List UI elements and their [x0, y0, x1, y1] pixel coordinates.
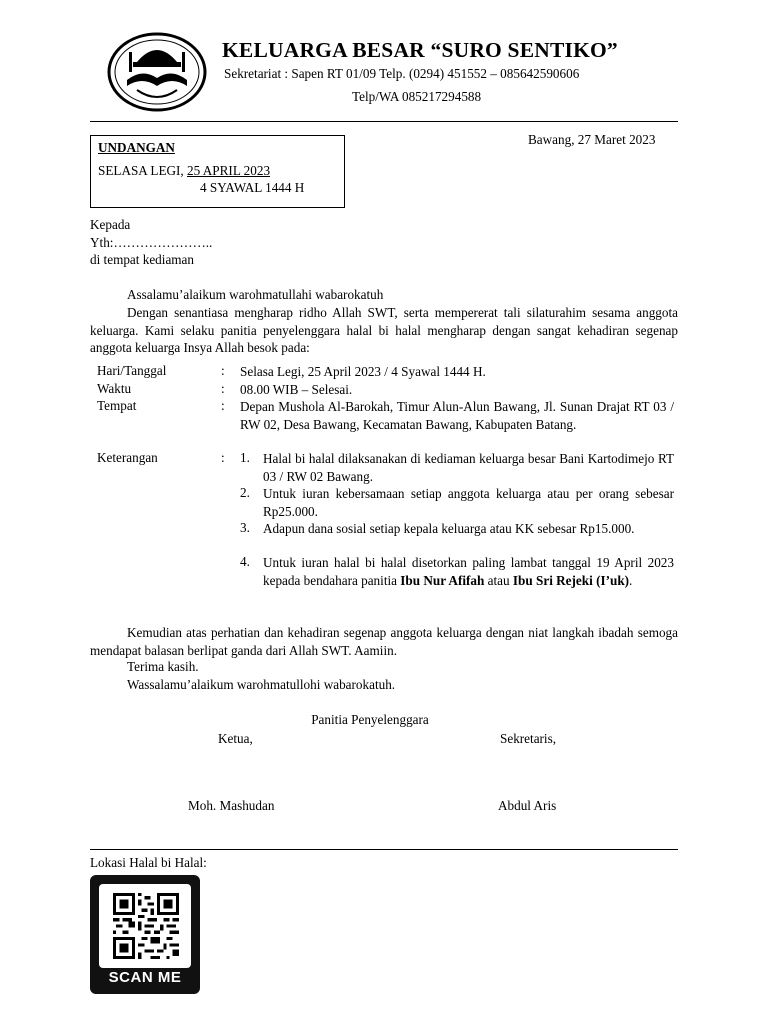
secretary-name: Abdul Aris [498, 798, 557, 813]
time-label: Waktu [97, 381, 132, 396]
header-divider [90, 121, 678, 122]
note-item: Halal bi halal dilaksanakan di kediaman keluarga besar Bani Kartodimejo RT 03 / RW 02 Bawang. [263, 451, 674, 484]
committee-label: Panitia Penyelenggara [311, 712, 429, 727]
organization-logo [107, 32, 207, 112]
note-number: 3. [240, 520, 250, 535]
qr-code-icon [113, 893, 179, 959]
farewell: Wassalamu’alaikum warohmatullohi wabarokatuh. [127, 677, 396, 692]
note-number: 2. [240, 485, 250, 500]
day-label: Hari/Tanggal [97, 363, 167, 378]
note-text: . [629, 572, 633, 588]
qr-code-area [99, 884, 191, 968]
scan-me-caption: SCAN ME [108, 969, 182, 986]
note-number: 1. [240, 450, 250, 465]
note-text: atau [484, 572, 513, 588]
note-item: Adapun dana sosial setiap kepala keluarga atau KK sebesar Rp15.000. [263, 521, 635, 536]
secretariat-address: Sekretariat : Sapen RT 01/09 Telp. (0294) 451552 – 085642590606 [224, 66, 580, 81]
invitation-title: UNDANGAN [98, 140, 175, 155]
contact-phone: Telp/WA 085217294588 [352, 89, 482, 104]
note-item [263, 554, 674, 589]
secretary-title: Sekretaris, [500, 731, 557, 746]
time-value: 08.00 WIB – Selesai. [240, 382, 353, 397]
place-colon: : [221, 398, 225, 413]
day-value: Selasa Legi, 25 April 2023 / 4 Syawal 1444 H. [240, 364, 486, 379]
note-number: 4. [240, 554, 250, 569]
time-colon: : [221, 381, 225, 396]
place-label: Tempat [97, 398, 137, 413]
recipient-place: di tempat kediaman [90, 252, 194, 267]
recipient-yth: Yth:………………….. [90, 235, 213, 250]
treasurer-name-2: Ibu Sri Rejeki (I’uk) [512, 572, 630, 588]
day-colon: : [221, 363, 225, 378]
closing-paragraph [90, 624, 678, 659]
notes-colon: : [221, 450, 225, 465]
note-text: Untuk iuran halal bi halal disetorkan paling lambat tanggal 19 April 2023 kepada bendahara panitia [263, 555, 674, 588]
invitation-day [98, 163, 270, 179]
closing-text: Kemudian atas perhatian dan kehadiran segenap anggota keluarga dengan niat langkah ibadah semoga mendapat balasan berlipat ganda dari Allah SWT. Aamiin. [90, 625, 678, 658]
invitation-day-prefix: SELASA LEGI, [98, 163, 188, 178]
footer-divider [90, 849, 678, 850]
treasurer-name-1: Ibu Nur Afifah [400, 572, 485, 588]
invitation-date: 25 APRIL 2023 [187, 163, 271, 178]
qr-code-card[interactable] [90, 875, 200, 994]
invitation-hijri-date: 4 SYAWAL 1444 H [200, 180, 305, 195]
notes-label: Keterangan [97, 450, 158, 465]
thanks: Terima kasih. [127, 659, 199, 674]
intro-text: Dengan senantiasa mengharap ridho Allah SWT, serta mempererat tali silaturahim sesama anggota keluarga. Kami selaku panitia penyelenggara halal bi halal mengharap dengan sangat kehadiran segenap anggota keluarga Insya Allah besok pada: [90, 305, 678, 355]
organization-title: KELUARGA BESAR “SURO SENTIKO” [222, 38, 618, 62]
location-label: Lokasi Halal bi Halal: [90, 855, 207, 870]
note-item: Untuk iuran kebersamaan setiap anggota keluarga atau per orang sebesar Rp25.000. [263, 486, 674, 519]
chair-title: Ketua, [218, 731, 253, 746]
greeting: Assalamu’alaikum warohmatullahi wabarokatuh [127, 287, 384, 302]
recipient-to: Kepada [90, 217, 131, 232]
intro-paragraph [90, 304, 678, 357]
letter-date: Bawang, 27 Maret 2023 [528, 132, 656, 147]
chair-name: Moh. Mashudan [188, 798, 275, 813]
place-value: Depan Mushola Al-Barokah, Timur Alun-Alun Bawang, Jl. Sunan Drajat RT 03 / RW 02, Desa Bawang, Kecamatan Bawang, Kabupaten Batang. [240, 399, 674, 432]
